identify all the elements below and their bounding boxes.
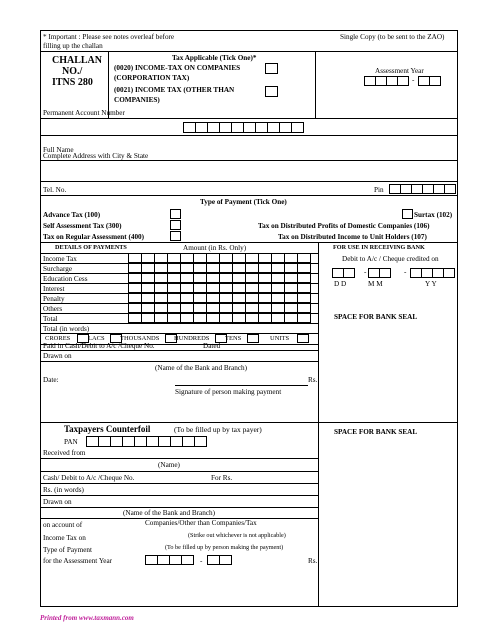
amount-cell[interactable] xyxy=(141,303,155,313)
detail-row-label: Education Cess xyxy=(43,275,88,283)
divider xyxy=(40,483,318,484)
amount-cell[interactable] xyxy=(219,293,233,303)
amount-cell[interactable] xyxy=(154,263,168,273)
cf-bank-branch: (Name of the Bank and Branch) xyxy=(123,509,216,517)
month-label: M M xyxy=(368,280,383,288)
challan-itns: ITNS 280 xyxy=(52,77,93,88)
divider xyxy=(40,195,458,196)
amount-cell[interactable] xyxy=(180,303,194,313)
dated-label: Dated xyxy=(203,342,221,350)
amount-cell[interactable] xyxy=(141,313,155,323)
amount-cell[interactable] xyxy=(167,253,181,263)
amount-cell[interactable] xyxy=(128,263,142,273)
amount-cell[interactable] xyxy=(271,283,285,293)
amount-cell[interactable] xyxy=(167,293,181,303)
cf-received-from: Received from xyxy=(43,449,86,457)
counterfoil-divider xyxy=(40,422,458,423)
tax-option-0020-sub: (CORPORATION TAX) xyxy=(114,74,190,82)
detail-row-label: Penalty xyxy=(43,295,65,303)
amount-cell[interactable] xyxy=(206,293,220,303)
amount-cell[interactable] xyxy=(284,303,298,313)
divider xyxy=(40,507,318,508)
important-note-cont: filling up the challan xyxy=(43,42,103,50)
amount-cell[interactable] xyxy=(297,273,311,283)
tax-0020-checkbox[interactable] xyxy=(265,63,278,74)
paid-in-label: Paid in Cash/Debit to A/c /Cheque No. xyxy=(43,342,155,350)
important-note: * Important : Please see notes overleaf before xyxy=(43,33,175,41)
cf-strike-out: (Strike out whichever is not applicable) xyxy=(188,532,286,539)
pan-box[interactable] xyxy=(291,122,304,133)
amount-cell[interactable] xyxy=(258,313,272,323)
amount-cell[interactable] xyxy=(193,303,207,313)
assessment-year-dash: - xyxy=(412,76,415,84)
denomination-box[interactable] xyxy=(297,334,309,343)
amount-cell[interactable] xyxy=(245,303,259,313)
amount-cell[interactable] xyxy=(271,253,285,263)
amount-cell[interactable] xyxy=(193,253,207,263)
amount-cell[interactable] xyxy=(128,293,142,303)
regular-assessment-label: Tax on Regular Assessment (400) xyxy=(43,233,145,241)
amount-cell[interactable] xyxy=(284,253,298,263)
tax-applicable-heading: Tax Applicable (Tick One)* xyxy=(172,54,257,62)
amount-cell[interactable] xyxy=(193,313,207,323)
detail-row-label: Total (in words) xyxy=(43,325,90,333)
denomination-label: UNITS xyxy=(270,335,290,342)
amount-cell[interactable] xyxy=(141,293,155,303)
amount-cell[interactable] xyxy=(193,293,207,303)
amount-cell[interactable] xyxy=(219,313,233,323)
amount-cell[interactable] xyxy=(128,313,142,323)
amount-cell[interactable] xyxy=(284,313,298,323)
amount-cell[interactable] xyxy=(245,313,259,323)
pan-label: Permanent Account Number xyxy=(43,109,125,117)
detail-row-label: Interest xyxy=(43,285,65,293)
amount-cell[interactable] xyxy=(206,303,220,313)
amount-cell[interactable] xyxy=(258,273,272,283)
amount-cell[interactable] xyxy=(128,303,142,313)
divider xyxy=(40,471,318,472)
amount-cell[interactable] xyxy=(154,283,168,293)
divider xyxy=(40,350,318,351)
date-dash: - xyxy=(404,268,407,276)
divider xyxy=(40,135,458,136)
amount-cell[interactable] xyxy=(297,293,311,303)
printed-from: Printed from www.taxmann.com xyxy=(40,614,134,622)
amount-cell[interactable] xyxy=(258,283,272,293)
counterfoil-subtitle: (To be filled up by tax payer) xyxy=(174,425,262,434)
year-label: Y Y xyxy=(425,280,437,288)
amount-cell[interactable] xyxy=(219,273,233,283)
tel-label: Tel. No. xyxy=(43,186,67,194)
amount-cell[interactable] xyxy=(180,313,194,323)
amount-cell[interactable] xyxy=(180,253,194,263)
amount-cell[interactable] xyxy=(206,313,220,323)
amount-cell[interactable] xyxy=(284,293,298,303)
cf-filled-by: (To be filled up by person making the payment) xyxy=(165,544,284,551)
distributed-profits-label: Tax on Distributed Profits of Domestic Companies (106) xyxy=(258,222,430,230)
amount-cell[interactable] xyxy=(258,253,272,263)
amount-cell[interactable] xyxy=(245,263,259,273)
amount-cell[interactable] xyxy=(128,273,142,283)
amount-cell[interactable] xyxy=(154,303,168,313)
amount-cell[interactable] xyxy=(193,273,207,283)
bank-branch-note: (Name of the Bank and Branch) xyxy=(155,364,248,372)
challan-title: CHALLAN xyxy=(52,55,103,66)
amount-cell[interactable] xyxy=(232,273,246,283)
amount-cell[interactable] xyxy=(297,283,311,293)
assessment-year-label: Assessment Year xyxy=(375,67,424,75)
amount-cell[interactable] xyxy=(245,283,259,293)
challan-no: NO./ xyxy=(62,66,83,77)
cf-bank-seal-space: SPACE FOR BANK SEAL xyxy=(334,428,418,436)
signature-line xyxy=(175,385,308,386)
divider xyxy=(40,51,458,52)
cf-for-rs: For Rs. xyxy=(211,474,233,482)
date-label: Date: xyxy=(43,376,59,384)
amount-cell[interactable] xyxy=(167,273,181,283)
amount-cell[interactable] xyxy=(271,273,285,283)
amount-cell[interactable] xyxy=(284,273,298,283)
table-row xyxy=(40,323,318,324)
tax-0021-checkbox[interactable] xyxy=(265,86,278,97)
cf-income-tax-on: Income Tax on xyxy=(43,534,86,542)
amount-cell[interactable] xyxy=(206,263,220,273)
amount-cell[interactable] xyxy=(219,253,233,263)
amount-cell[interactable] xyxy=(245,253,259,263)
cf-assessment-year-box[interactable] xyxy=(219,555,232,565)
amount-cell[interactable] xyxy=(154,253,168,263)
pin-box[interactable] xyxy=(444,184,456,194)
copy-label: Single Copy (to be sent to the ZAO) xyxy=(340,33,445,41)
divider xyxy=(315,51,316,118)
amount-cell[interactable] xyxy=(232,313,246,323)
cf-drawn-on: Drawn on xyxy=(43,498,72,506)
surtax-checkbox[interactable] xyxy=(402,209,413,219)
bank-date-box[interactable] xyxy=(379,268,391,278)
details-heading: DETAILS OF PAYMENTS xyxy=(55,244,127,251)
amount-cell[interactable] xyxy=(193,283,207,293)
rs-label: Rs. xyxy=(308,376,318,384)
amount-cell[interactable] xyxy=(297,313,311,323)
divider xyxy=(40,242,458,243)
detail-row-label: Others xyxy=(43,305,63,313)
amount-cell[interactable] xyxy=(297,263,311,273)
amount-cell[interactable] xyxy=(219,283,233,293)
amount-cell[interactable] xyxy=(219,303,233,313)
cf-pan-box[interactable] xyxy=(194,436,207,447)
amount-cell[interactable] xyxy=(258,293,272,303)
amount-cell[interactable] xyxy=(180,283,194,293)
amount-cell[interactable] xyxy=(154,273,168,283)
amount-cell[interactable] xyxy=(193,263,207,273)
denomination-label: CRORES xyxy=(45,335,71,342)
amount-cell[interactable] xyxy=(167,313,181,323)
address-label: Complete Address with City & State xyxy=(43,152,149,160)
detail-row-label: Income Tax xyxy=(43,255,77,263)
cf-assessment-year-box[interactable] xyxy=(181,555,194,565)
cf-pan-label: PAN xyxy=(64,438,78,446)
amount-cell[interactable] xyxy=(206,253,220,263)
amount-cell[interactable] xyxy=(271,263,285,273)
amount-cell[interactable] xyxy=(128,253,142,263)
counterfoil-title: Taxpayers Counterfoil xyxy=(64,424,151,434)
amount-heading: Amount (in Rs. Only) xyxy=(183,244,247,252)
amount-cell[interactable] xyxy=(206,273,220,283)
amount-cell[interactable] xyxy=(297,303,311,313)
amount-cell[interactable] xyxy=(180,263,194,273)
amount-cell[interactable] xyxy=(167,303,181,313)
amount-cell[interactable] xyxy=(154,293,168,303)
amount-cell[interactable] xyxy=(154,313,168,323)
amount-cell[interactable] xyxy=(232,293,246,303)
amount-cell[interactable] xyxy=(271,303,285,313)
amount-cell[interactable] xyxy=(167,263,181,273)
detail-row-label: Total xyxy=(43,315,58,323)
cf-rs-label: Rs. xyxy=(308,557,318,565)
assessment-year-box[interactable] xyxy=(429,76,441,86)
denomination-label: TENS xyxy=(225,335,242,342)
cf-ay-dash: - xyxy=(200,557,203,565)
divider xyxy=(40,495,318,496)
bank-seal-space: SPACE FOR BANK SEAL xyxy=(334,313,418,321)
bank-date-box[interactable] xyxy=(443,268,455,278)
cf-assessment-year: for the Assessment Year xyxy=(43,557,113,565)
amount-cell[interactable] xyxy=(141,273,155,283)
amount-cell[interactable] xyxy=(284,283,298,293)
cf-type-of-payment: Type of Payment xyxy=(43,546,92,554)
tax-option-0020: (0020) INCOME-TAX ON COMPANIES xyxy=(114,64,241,72)
self-assessment-label: Self Assessment Tax (300) xyxy=(43,222,122,230)
amount-cell[interactable] xyxy=(258,303,272,313)
divider xyxy=(40,361,318,362)
tax-option-0021-sub: COMPANIES) xyxy=(114,96,160,104)
amount-cell[interactable] xyxy=(258,263,272,273)
amount-cell[interactable] xyxy=(141,253,155,263)
day-label: D D xyxy=(334,280,347,288)
amount-cell[interactable] xyxy=(232,263,246,273)
amount-cell[interactable] xyxy=(167,283,181,293)
advance-tax-checkbox[interactable] xyxy=(170,209,181,219)
signature-label: Signature of person making payment xyxy=(175,388,282,396)
amount-cell[interactable] xyxy=(141,263,155,273)
divider xyxy=(40,181,458,182)
amount-cell[interactable] xyxy=(297,253,311,263)
amount-cell[interactable] xyxy=(128,283,142,293)
amount-cell[interactable] xyxy=(271,293,285,303)
regular-assessment-checkbox[interactable] xyxy=(170,231,181,241)
amount-cell[interactable] xyxy=(232,253,246,263)
amount-cell[interactable] xyxy=(284,263,298,273)
amount-cell[interactable] xyxy=(271,313,285,323)
pin-label: Pin xyxy=(374,186,384,194)
denomination-label: LACS xyxy=(88,335,105,342)
amount-cell[interactable] xyxy=(245,273,259,283)
cf-rs-words: Rs. (in words) xyxy=(43,486,84,494)
cf-cash-debit: Cash/ Debit to A/c /Cheque No. xyxy=(43,474,135,482)
divider xyxy=(108,51,109,118)
amount-cell[interactable] xyxy=(232,303,246,313)
amount-cell[interactable] xyxy=(180,293,194,303)
full-name-label: Full Name xyxy=(43,146,74,154)
surtax-label: Surtax (102) xyxy=(414,211,453,219)
divider xyxy=(318,242,319,422)
detail-row-label: Surcharge xyxy=(43,265,73,273)
assessment-year-box[interactable] xyxy=(397,76,409,86)
debit-label: Debit to A/c / Cheque credited on xyxy=(342,255,439,263)
denomination-box[interactable] xyxy=(247,334,259,343)
denomination-label: HUNDREDS xyxy=(174,335,210,342)
payment-type-heading: Type of Payment (Tick One) xyxy=(200,198,287,206)
amount-cell[interactable] xyxy=(219,263,233,273)
cf-companies: Companies/Other than Companies/Tax xyxy=(145,519,257,527)
cf-name-note: (Name) xyxy=(158,461,180,469)
tax-option-0021: (0021) INCOME TAX (OTHER THAN xyxy=(114,86,235,94)
drawn-on-label: Drawn on xyxy=(43,352,72,360)
amount-cell[interactable] xyxy=(245,293,259,303)
bank-use-heading: FOR USE IN RECEIVING BANK xyxy=(333,244,425,251)
amount-cell[interactable] xyxy=(141,283,155,293)
cf-on-account-of: on account of xyxy=(43,521,83,529)
distributed-income-label: Tax on Distributed Income to Unit Holders (107) xyxy=(278,233,427,241)
amount-cell[interactable] xyxy=(206,283,220,293)
self-assessment-checkbox[interactable] xyxy=(170,220,181,230)
date-dash: - xyxy=(364,268,367,276)
bank-date-box[interactable] xyxy=(343,268,355,278)
amount-cell[interactable] xyxy=(232,283,246,293)
amount-cell[interactable] xyxy=(180,273,194,283)
denomination-label: THOUSANDS xyxy=(120,335,160,342)
divider xyxy=(40,458,318,459)
advance-tax-label: Advance Tax (100) xyxy=(43,211,101,219)
divider xyxy=(40,118,458,119)
divider xyxy=(318,422,319,607)
